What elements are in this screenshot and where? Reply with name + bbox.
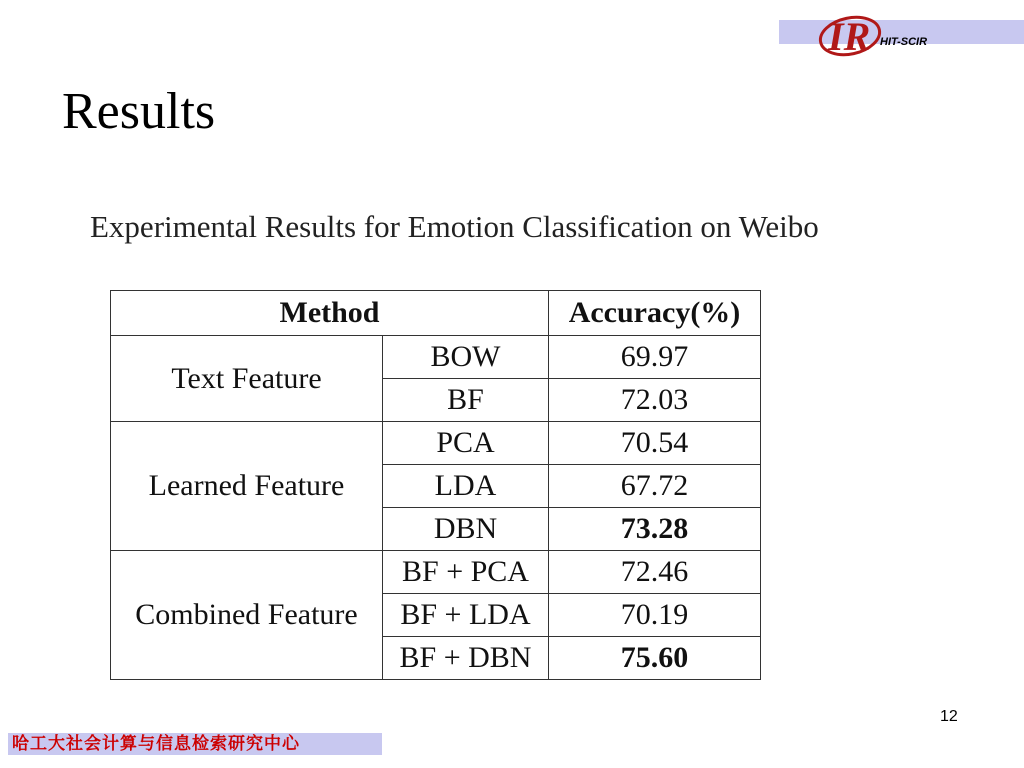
method-cell: PCA (383, 422, 549, 465)
accuracy-cell: 72.46 (549, 551, 761, 594)
results-table (110, 290, 761, 680)
method-cell: DBN (383, 508, 549, 551)
method-cell: BOW (383, 336, 549, 379)
accuracy-cell-best: 75.60 (549, 637, 761, 680)
method-cell: LDA (383, 465, 549, 508)
method-cell: BF + DBN (383, 637, 549, 680)
accuracy-cell: 72.03 (549, 379, 761, 422)
table-row (111, 551, 761, 594)
page-number: 12 (940, 708, 958, 725)
accuracy-cell-best: 73.28 (549, 508, 761, 551)
slide-subtitle: Experimental Results for Emotion Classification on Weibo (90, 209, 819, 244)
footer-org-name: 哈工大社会计算与信息检索研究中心 (8, 733, 382, 755)
logo-text: HIT-SCIR (880, 36, 928, 48)
ir-logo-icon (816, 12, 956, 58)
accuracy-cell: 67.72 (549, 465, 761, 508)
svg-text:IR: IR (828, 14, 871, 58)
method-cell: BF + PCA (383, 551, 549, 594)
group-label: Text Feature (111, 336, 383, 422)
header-accuracy: Accuracy(%) (549, 291, 761, 336)
accuracy-cell: 70.19 (549, 594, 761, 637)
header-method: Method (111, 291, 549, 336)
accuracy-cell: 70.54 (549, 422, 761, 465)
slide-title: Results (62, 83, 216, 140)
accuracy-cell: 69.97 (549, 336, 761, 379)
table-row (111, 336, 761, 379)
table-header-row (111, 291, 761, 336)
group-label: Learned Feature (111, 422, 383, 551)
group-label: Combined Feature (111, 551, 383, 680)
method-cell: BF (383, 379, 549, 422)
table-row (111, 422, 761, 465)
method-cell: BF + LDA (383, 594, 549, 637)
